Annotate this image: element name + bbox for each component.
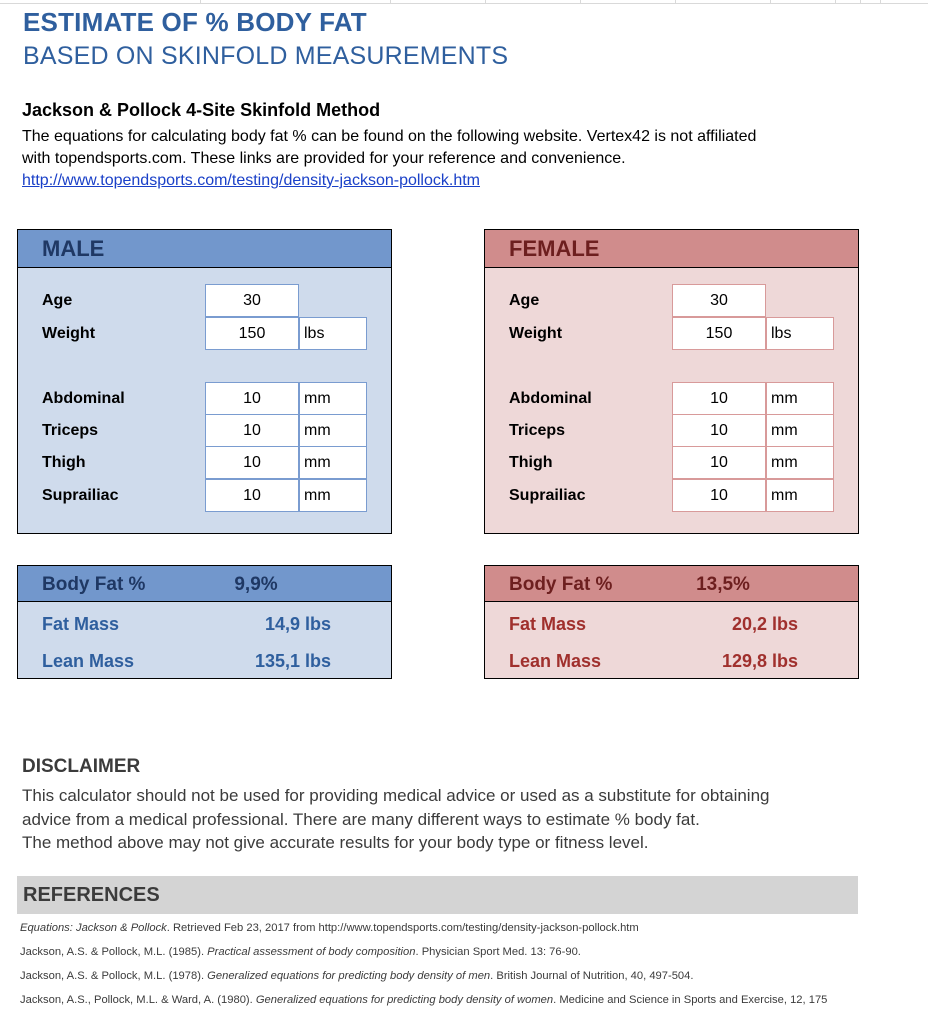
female-weight-label: Weight <box>509 325 563 342</box>
reference-1-source: Equations: Jackson & Pollock <box>20 922 167 934</box>
female-triceps-input[interactable]: 10 <box>672 414 766 447</box>
female-abdominal-input[interactable]: 10 <box>672 382 766 415</box>
reference-3 <box>20 970 694 982</box>
male-thigh-input[interactable]: 10 <box>205 446 299 479</box>
female-thigh-input[interactable]: 10 <box>672 446 766 479</box>
female-input-panel <box>484 229 859 534</box>
female-results-panel <box>484 565 859 679</box>
page-subtitle: BASED ON SKINFOLD MEASUREMENTS <box>23 42 509 70</box>
female-thigh-label: Thigh <box>509 454 553 471</box>
female-abdominal-label: Abdominal <box>509 390 592 407</box>
female-weight-input[interactable]: 150 <box>672 317 766 350</box>
disclaimer-line-1: This calculator should not be used for providing medical advice or used as a substitute for obtaining <box>22 786 770 805</box>
female-lean-mass-label: Lean Mass <box>509 651 602 671</box>
male-triceps-unit: mm <box>299 414 367 447</box>
male-body-fat-label: Body Fat % <box>42 574 146 595</box>
male-thigh-label: Thigh <box>42 454 86 471</box>
male-triceps-input[interactable]: 10 <box>205 414 299 447</box>
disclaimer-text <box>22 784 902 855</box>
reference-4 <box>20 994 827 1006</box>
reference-2 <box>20 946 581 958</box>
female-lean-mass-value: 129,8 lbs <box>721 651 798 671</box>
disclaimer-line-2: advice from a medical professional. There are many different ways to estimate % body fat. <box>22 809 700 829</box>
female-fat-mass-value: 20,2 lbs <box>731 614 798 634</box>
female-suprailiac-unit: mm <box>766 479 834 512</box>
female-header: FEMALE <box>485 230 858 268</box>
male-fat-mass-label: Fat Mass <box>42 614 120 634</box>
method-title: Jackson & Pollock 4-Site Skinfold Method <box>22 100 381 120</box>
references-header <box>17 876 858 914</box>
male-triceps-label: Triceps <box>42 422 99 439</box>
female-suprailiac-input[interactable]: 10 <box>672 479 766 512</box>
male-weight-unit: lbs <box>299 317 367 350</box>
reference-2-authors: Jackson, A.S. & Pollock, M.L. (1985). <box>20 946 208 958</box>
male-fat-mass-value: 14,9 lbs <box>264 614 331 634</box>
female-body-fat-row <box>485 566 858 602</box>
reference-2-journal: . Physician Sport Med. 13: 76-90. <box>415 946 581 958</box>
intro-line-2: with topendsports.com. These links are provided for your reference and convenience. <box>22 150 626 167</box>
male-age-input[interactable]: 30 <box>205 284 299 317</box>
female-age-input[interactable]: 30 <box>672 284 766 317</box>
spreadsheet-gridline <box>0 0 928 4</box>
disclaimer-title: DISCLAIMER <box>22 756 141 777</box>
male-age-label: Age <box>42 292 73 309</box>
female-abdominal-unit: mm <box>766 382 834 415</box>
male-abdominal-label: Abdominal <box>42 390 125 407</box>
page-title: ESTIMATE OF % BODY FAT <box>23 7 367 37</box>
female-fat-mass-label: Fat Mass <box>509 614 587 634</box>
female-body-fat-label: Body Fat % <box>509 574 613 595</box>
reference-2-title: Practical assessment of body composition <box>207 946 416 958</box>
male-abdominal-unit: mm <box>299 382 367 415</box>
female-triceps-unit: mm <box>766 414 834 447</box>
male-suprailiac-label: Suprailiac <box>42 487 119 504</box>
reference-1-detail: . Retrieved Feb 23, 2017 from http://www.topendsports.com/testing/density-jackson-pollock.htm <box>166 922 639 934</box>
male-abdominal-input[interactable]: 10 <box>205 382 299 415</box>
male-body-fat-row <box>18 566 391 602</box>
reference-4-journal: . Medicine and Science in Sports and Exercise, 12, 175 <box>553 994 828 1006</box>
reference-3-journal: . British Journal of Nutrition, 40, 497-504. <box>490 970 694 982</box>
reference-4-title: Generalized equations for predicting body density of women <box>255 994 554 1006</box>
female-suprailiac-label: Suprailiac <box>509 487 586 504</box>
reference-link[interactable]: http://www.topendsports.com/testing/density-jackson-pollock.htm <box>22 172 480 189</box>
male-header: MALE <box>18 230 391 268</box>
reference-3-title: Generalized equations for predicting body density of men <box>207 970 491 982</box>
male-input-panel <box>17 229 392 534</box>
reference-3-authors: Jackson, A.S. & Pollock, M.L. (1978). <box>20 970 208 982</box>
reference-1 <box>20 922 639 934</box>
female-thigh-unit: mm <box>766 446 834 479</box>
female-triceps-label: Triceps <box>509 422 566 439</box>
method-intro <box>22 126 902 170</box>
male-weight-label: Weight <box>42 325 96 342</box>
male-lean-mass-value: 135,1 lbs <box>254 651 331 671</box>
male-thigh-unit: mm <box>299 446 367 479</box>
male-weight-input[interactable]: 150 <box>205 317 299 350</box>
female-body-fat-value: 13,5% <box>696 574 750 595</box>
female-age-label: Age <box>509 292 540 309</box>
male-suprailiac-input[interactable]: 10 <box>205 479 299 512</box>
female-weight-unit: lbs <box>766 317 834 350</box>
male-results-panel <box>17 565 392 679</box>
reference-4-authors: Jackson, A.S., Pollock, M.L. & Ward, A. (1980). <box>20 994 256 1006</box>
male-body-fat-value: 9,9% <box>234 574 278 595</box>
male-suprailiac-unit: mm <box>299 479 367 512</box>
disclaimer-line-3: The method above may not give accurate results for your body type or fitness level. <box>22 833 649 852</box>
references-title: REFERENCES <box>23 884 160 906</box>
male-lean-mass-label: Lean Mass <box>42 651 135 671</box>
intro-line-1: The equations for calculating body fat % can be found on the following website. Vertex42 is not affiliated <box>22 128 757 145</box>
